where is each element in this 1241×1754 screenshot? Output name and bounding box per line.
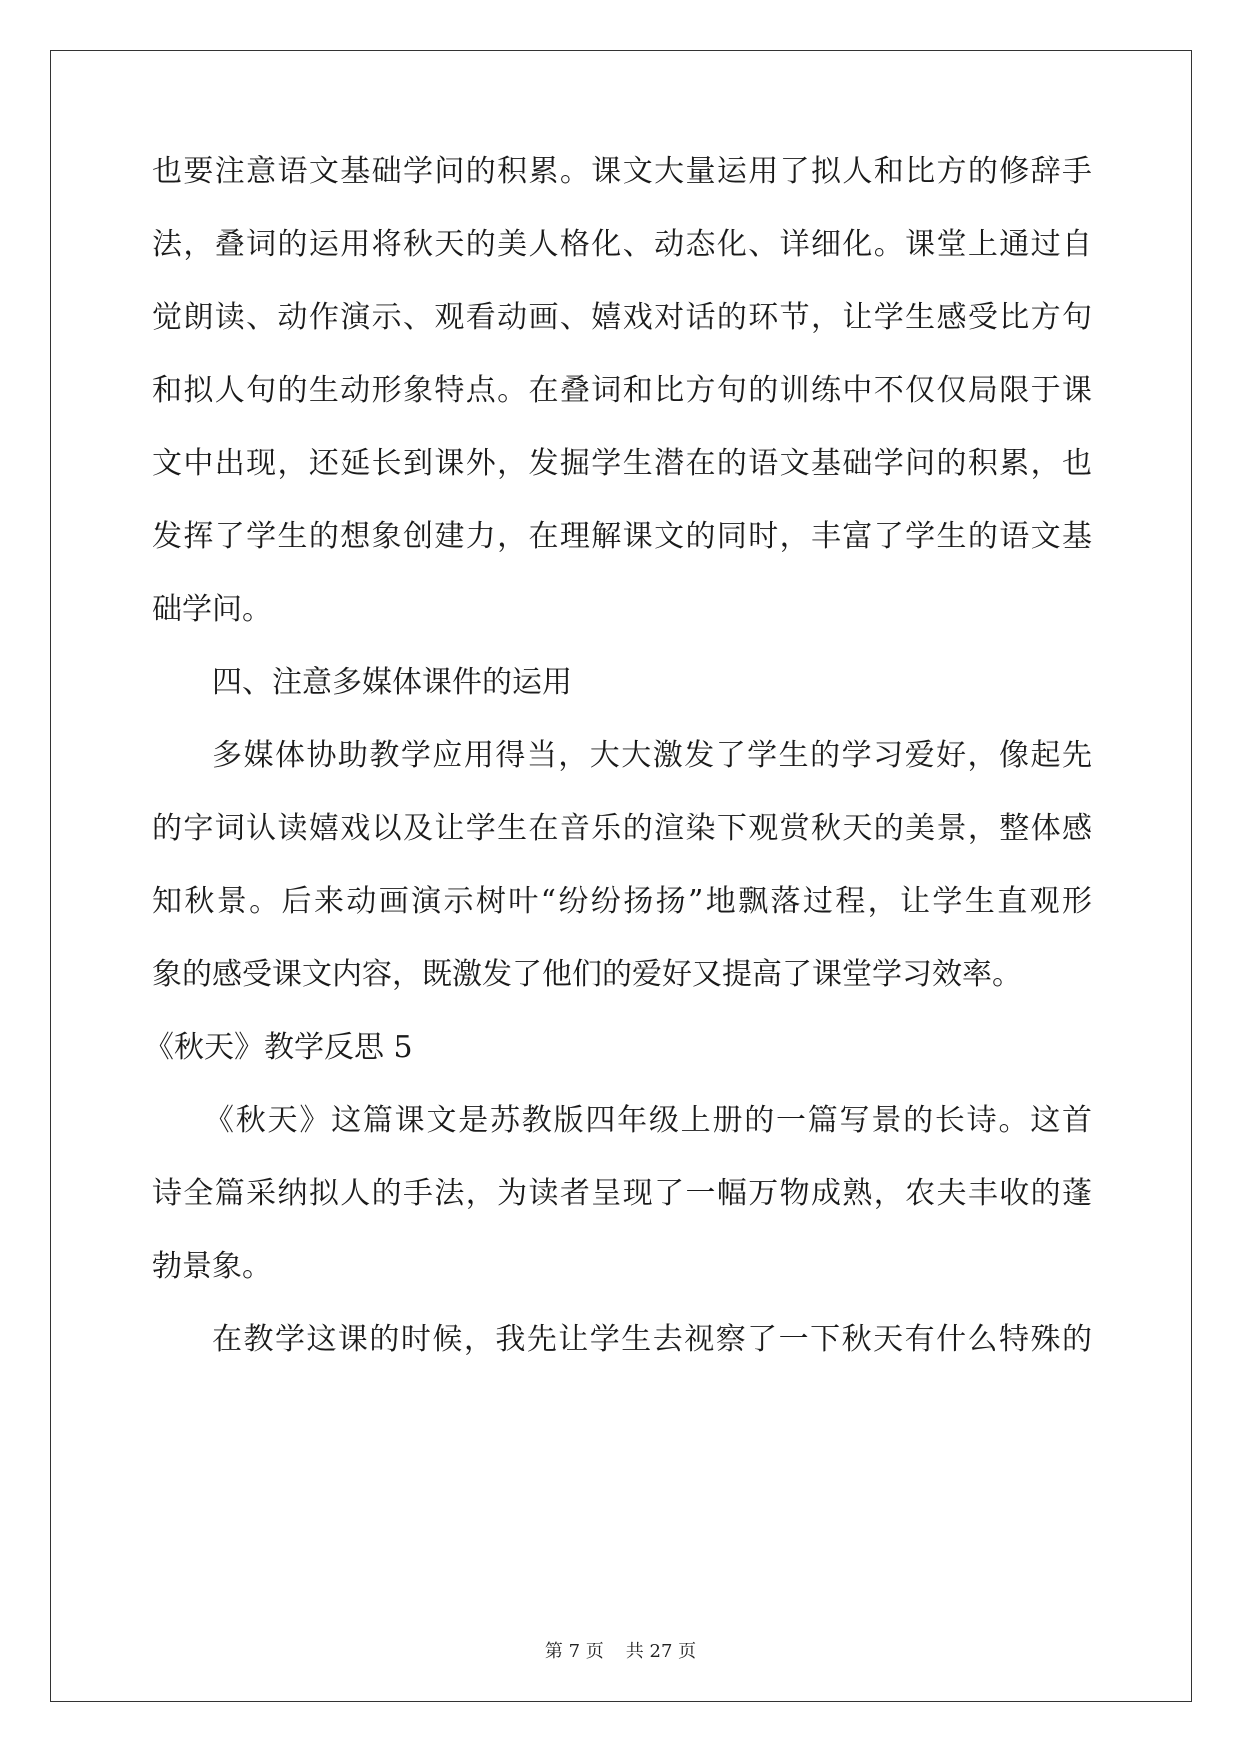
section-heading: 四、注意多媒体课件的运用 <box>212 665 572 700</box>
paragraph-line: 法，叠词的运用将秋天的美人格化、动态化、详细化。课堂上通过自 <box>152 227 1092 262</box>
paragraph-line: 诗全篇采纳拟人的手法，为读者呈现了一幅万物成熟，农夫丰收的蓬 <box>152 1176 1092 1211</box>
paragraph-line: 觉朗读、动作演示、观看动画、嬉戏对话的环节，让学生感受比方句 <box>152 300 1092 335</box>
paragraph-line: 勃景象。 <box>152 1249 272 1284</box>
page-number-current: 第 7 页 <box>544 1641 604 1662</box>
paragraph-line: 多媒体协助教学应用得当，大大激发了学生的学习爱好，像起先 <box>212 738 1092 773</box>
paragraph-line: 文中出现，还延长到课外，发掘学生潜在的语文基础学问的积累，也 <box>152 446 1092 481</box>
paragraph-line: 知秋景。后来动画演示树叶“纷纷扬扬”地飘落过程，让学生直观形 <box>152 884 1092 919</box>
paragraph-line: 《秋天》这篇课文是苏教版四年级上册的一篇写景的长诗。这首 <box>204 1103 1092 1138</box>
paragraph-line: 在教学这课的时候，我先让学生去视察了一下秋天有什么特殊的 <box>212 1322 1092 1357</box>
page-number-total: 共 27 页 <box>625 1641 697 1662</box>
article-title: 《秋天》教学反思 5 <box>144 1030 413 1065</box>
paragraph-line: 的字词认读嬉戏以及让学生在音乐的渲染下观赏秋天的美景，整体感 <box>152 811 1092 846</box>
paragraph-line: 和拟人句的生动形象特点。在叠词和比方句的训练中不仅仅局限于课 <box>152 373 1092 408</box>
paragraph-line: 础学问。 <box>152 592 272 627</box>
paragraph-line: 也要注意语文基础学问的积累。课文大量运用了拟人和比方的修辞手 <box>152 154 1092 189</box>
paragraph-line: 象的感受课文内容，既激发了他们的爱好又提高了课堂学习效率。 <box>152 957 1022 992</box>
paragraph-line: 发挥了学生的想象创建力，在理解课文的同时，丰富了学生的语文基 <box>152 519 1092 554</box>
page-footer <box>0 1640 1241 1664</box>
